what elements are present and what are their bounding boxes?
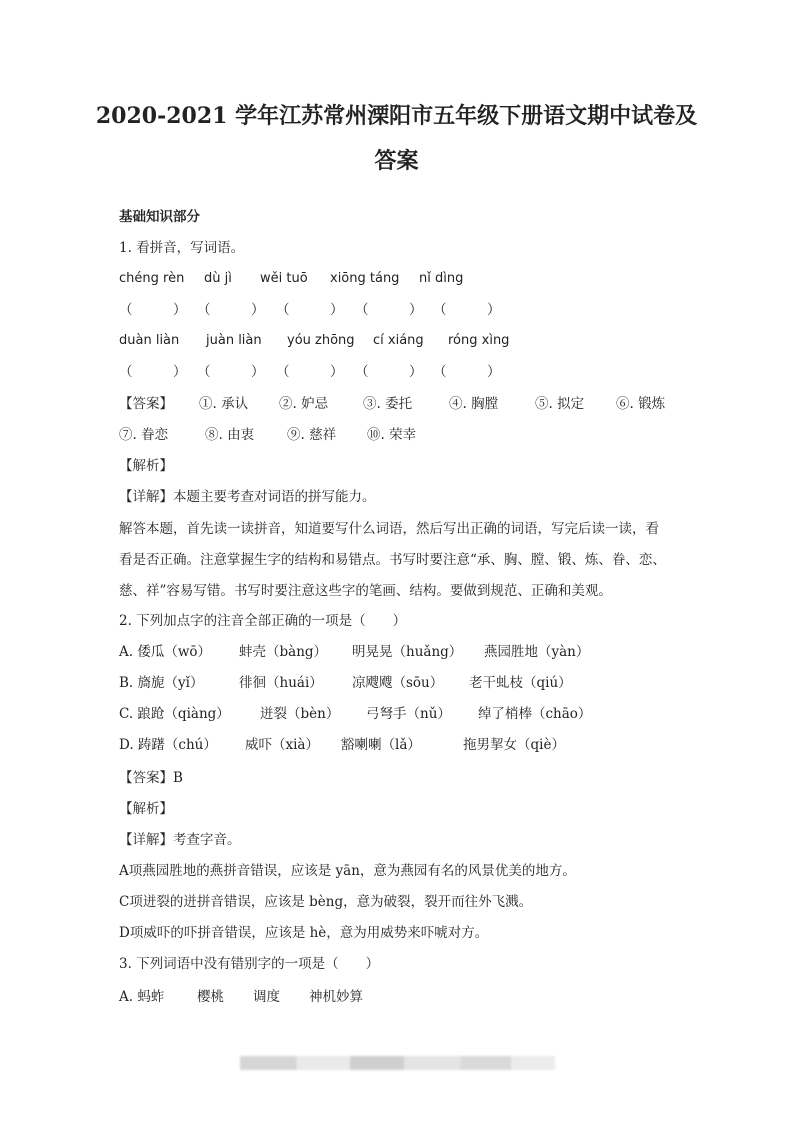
pinyin: wěi tuō <box>260 271 308 286</box>
q1-analysis-label: 【解析】 <box>119 458 173 474</box>
option-item: B. 旖旎（yǐ） <box>119 675 204 691</box>
answer-blank: （ ） <box>197 364 265 380</box>
answer-label: 【答案】 <box>119 396 173 412</box>
option-item: 徘徊（huái） <box>239 675 323 691</box>
answer-item: ②. 妒忌 <box>279 396 329 412</box>
q1-para2: 看是否正确。注意掌握生字的结构和易错点。书写时要注意“承、胸、膛、锻、炼、眷、恋、 <box>119 552 666 568</box>
answer-item: ①. 承认 <box>199 396 249 412</box>
q3-prompt: 3. 下列词语中没有错别字的一项是（ ） <box>119 956 380 972</box>
pinyin: duàn liàn <box>119 333 180 348</box>
answer-blank: （ ） <box>355 302 423 318</box>
answer-item: ⑤. 拟定 <box>535 396 585 412</box>
q2-d-explanation: D项威吓的吓拼音错误，应该是 hè，意为用威势来吓唬对方。 <box>119 925 489 941</box>
pinyin: yóu zhōng <box>287 333 355 348</box>
pinyin: chéng rèn <box>119 271 185 286</box>
option-item: 燕园胜地（yàn） <box>484 644 590 660</box>
answer-blank: （ ） <box>119 364 187 380</box>
q2-c-explanation: C项迸裂的迸拼音错误，应该是 bèng，意为破裂，裂开而往外飞溅。 <box>119 894 533 910</box>
option-item: 绰了梢棒（chāo） <box>478 706 592 722</box>
option-item: A. 倭瓜（wō） <box>119 644 212 660</box>
q2-detail: 【详解】考查字音。 <box>119 832 241 848</box>
answer-blank: （ ） <box>276 364 344 380</box>
answer-item: ⑨. 慈祥 <box>287 427 337 443</box>
answer-blank: （ ） <box>355 364 423 380</box>
answer-item: ③. 委托 <box>363 396 413 412</box>
option-item: A. 蚂蚱 <box>119 989 165 1005</box>
answer-item: ④. 胸膛 <box>449 396 499 412</box>
q2-prompt: 2. 下列加点字的注音全部正确的一项是（ ） <box>119 613 407 629</box>
pinyin: róng xìng <box>448 333 510 348</box>
answer-blank: （ ） <box>433 364 501 380</box>
option-item: 调度 <box>253 989 280 1005</box>
option-item: 拖男挈女（qiè） <box>463 737 565 753</box>
option-item: 迸裂（bèn） <box>260 706 340 722</box>
answer-blank: （ ） <box>197 302 265 318</box>
pinyin: dù jì <box>204 271 232 286</box>
blurred-footer-watermark <box>240 1056 555 1070</box>
option-item: D. 踌躇（chú） <box>119 737 217 753</box>
doc-title-line1: 2020-2021 学年江苏常州溧阳市五年级下册语文期中试卷及 <box>95 103 698 129</box>
q1-prompt: 1. 看拼音，写词语。 <box>119 240 245 256</box>
option-item: 威吓（xià） <box>245 737 319 753</box>
q1-para3: 慈、祥”容易写错。书写时要注意这些字的笔画、结构。要做到规范、正确和美观。 <box>119 583 612 599</box>
option-item: C. 踉跄（qiàng） <box>119 706 230 722</box>
answer-item: ⑥. 锻炼 <box>616 396 666 412</box>
q2-answer: 【答案】B <box>119 770 183 786</box>
option-item: 神机妙算 <box>309 989 363 1005</box>
pinyin: cí xiáng <box>373 333 424 348</box>
answer-blank: （ ） <box>119 302 187 318</box>
option-item: 弓弩手（nǔ） <box>366 706 451 722</box>
pinyin: nǐ dìng <box>419 271 464 286</box>
doc-title-line2: 答案 <box>374 148 419 174</box>
answer-item: ⑧. 由衷 <box>205 427 255 443</box>
answer-item: ⑩. 荣幸 <box>367 427 417 443</box>
option-item: 明晃晃（huǎng） <box>352 644 463 660</box>
q2-analysis-label: 【解析】 <box>119 801 173 817</box>
option-item: 老干虬枝（qiú） <box>469 675 572 691</box>
option-item: 凉飕飕（sōu） <box>352 675 444 691</box>
answer-blank: （ ） <box>276 302 344 318</box>
pinyin: juàn liàn <box>206 333 262 348</box>
q1-detail: 【详解】本题主要考查对词语的拼写能力。 <box>119 489 376 505</box>
answer-item: ⑦. 眷恋 <box>119 427 169 443</box>
option-item: 樱桃 <box>197 989 224 1005</box>
option-item: 豁喇喇（lǎ） <box>341 737 421 753</box>
answer-blank: （ ） <box>433 302 501 318</box>
section-heading: 基础知识部分 <box>119 209 200 225</box>
option-item: 蚌壳（bàng） <box>239 644 328 660</box>
pinyin: xiōng táng <box>330 271 400 286</box>
q1-para1: 解答本题，首先读一读拼音，知道要写什么词语，然后写出正确的词语，写完后读一读，看 <box>119 521 659 537</box>
q2-a-explanation: A项燕园胜地的燕拼音错误，应该是 yān，意为燕园有名的风景优美的地方。 <box>119 863 576 879</box>
